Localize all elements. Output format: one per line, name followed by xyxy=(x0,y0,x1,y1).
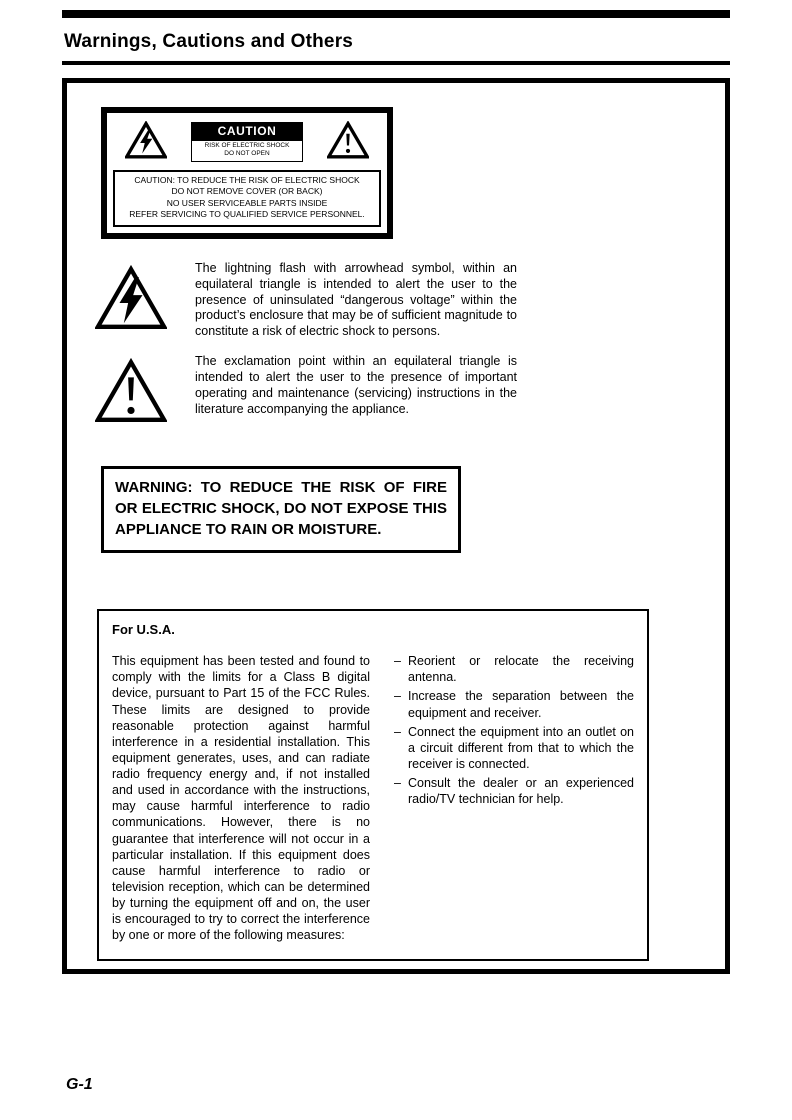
list-item-text: Consult the dealer or an experienced radio/TV technician for help. xyxy=(408,776,634,807)
caution-word: CAUTION xyxy=(191,122,304,141)
usa-columns xyxy=(112,653,634,943)
exclamation-explanation-text: The exclamation point within an equilateral triangle is intended to alert the user to the presence of important operating and maintenance (servicing) instructions in the literature accompanying the appliance. xyxy=(195,354,517,416)
list-item-text: Increase the separation between the equipment and receiver. xyxy=(408,689,634,720)
exclamation-explanation-row xyxy=(87,354,705,424)
risk-line-1: RISK OF ELECTRIC SHOCK xyxy=(204,142,290,149)
risk-line-2: DO NOT OPEN xyxy=(224,150,270,158)
dash-marker: – xyxy=(394,724,401,739)
caution-label xyxy=(101,107,393,239)
warnings-outer-box xyxy=(62,78,730,974)
list-item xyxy=(394,775,634,807)
caution-notice-line-2: DO NOT REMOVE COVER (OR BACK) xyxy=(171,186,323,197)
caution-notice-line-3: NO USER SERVICEABLE PARTS INSIDE xyxy=(166,197,328,208)
lightning-explanation-row xyxy=(87,261,705,340)
caution-notice-box xyxy=(113,170,381,227)
exclamation-triangle-icon xyxy=(87,354,167,424)
risk-text-box xyxy=(191,141,304,162)
title-rule xyxy=(62,61,730,65)
dash-marker: – xyxy=(394,654,401,669)
caution-notice-line-1: CAUTION: TO REDUCE THE RISK OF ELECTRIC SHOCK xyxy=(134,174,360,185)
top-rule xyxy=(62,10,730,18)
list-item xyxy=(394,688,634,720)
usa-box xyxy=(97,609,649,961)
usa-heading: For U.S.A. xyxy=(112,622,175,638)
lightning-triangle-small-icon xyxy=(125,121,167,159)
dash-marker: – xyxy=(394,689,401,704)
dash-marker: – xyxy=(394,776,401,791)
warning-box: WARNING: TO REDUCE THE RISK OF FIRE OR ELECTRIC SHOCK, DO NOT EXPOSE THIS APPLIANCE TO RAIN OR MOISTURE. xyxy=(101,466,461,553)
fcc-measures-list xyxy=(394,653,634,943)
caution-label-top xyxy=(113,121,381,162)
lightning-explanation-text: The lightning flash with arrowhead symbol, within an equilateral triangle is intended to alert the user to the presence of uninsulated “dangerous voltage” within the product’s enclosure that may be of sufficient magnitude to constitute a risk of electric shock to persons. xyxy=(195,260,517,339)
page-title: Warnings, Cautions and Others xyxy=(64,31,354,52)
list-item-text: Connect the equipment into an outlet on a circuit different from that to which the receiver is connected. xyxy=(408,724,634,771)
list-item xyxy=(394,653,634,685)
fcc-statement: This equipment has been tested and found to comply with the limits for a Class B digital device, pursuant to Part 15 of the FCC Rules. These limits are designed to provide reasonable protection against harmful interference in a residential installation. This equipment generates, uses, and can radiate radio frequency energy and, if not installed and used in accordance with the instructions, may cause harmful interference to radio communications. However, there is no guarantee that interference will not occur in a particular installation. If this equipment does cause harmful interference to radio or television reception, which can be determined by turning the equipment off and on, the user is encouraged to try to correct the interference by one or more of the following measures: xyxy=(112,654,370,943)
lightning-triangle-icon xyxy=(87,261,167,331)
caution-notice-line-4: REFER SERVICING TO QUALIFIED SERVICE PERSONNEL. xyxy=(129,209,365,220)
list-item xyxy=(394,724,634,772)
page-number: G-1 xyxy=(66,1076,93,1093)
exclamation-triangle-small-icon xyxy=(327,121,369,159)
list-item-text: Reorient or relocate the receiving antenna. xyxy=(408,654,634,685)
caution-label-center xyxy=(191,122,304,162)
